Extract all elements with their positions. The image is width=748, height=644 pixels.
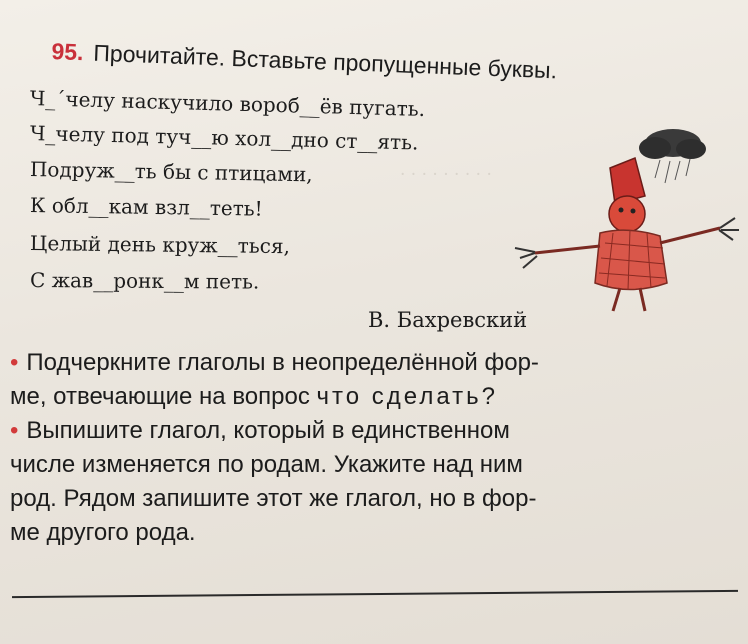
poem-line: Ч_челу под туч__ю хол__дно ст__ять. bbox=[29, 121, 419, 155]
poem-line: Ч_´челу наскучило вороб__ёв пугать. bbox=[29, 86, 426, 122]
question-phrase: что сделать? bbox=[316, 383, 498, 410]
poem-author: В. Бахревский bbox=[368, 308, 528, 332]
task-header bbox=[51, 38, 558, 84]
task-instruction: Прочитайте. Вставьте пропущенные буквы. bbox=[92, 39, 558, 84]
poem-line: К обл__кам взл__теть! bbox=[29, 193, 263, 221]
assignment-line-4: числе изменяется по родам. Укажите над ним bbox=[10, 451, 523, 478]
poem-line: Целый день круж__ться, bbox=[29, 231, 291, 259]
poem-line: С жав__ронк__м петь. bbox=[29, 268, 260, 294]
raincloud-icon bbox=[639, 129, 706, 183]
assignment-line-3: • Выпишите глагол, который в единственном bbox=[10, 417, 510, 444]
assignment-line-2: ме, отвечающие на вопрос что сделать? bbox=[10, 383, 498, 410]
bullet-icon: • bbox=[10, 417, 19, 444]
poem-line: Подруж__ть бы с птицами, bbox=[29, 157, 313, 187]
divider-line bbox=[12, 590, 738, 598]
scarecrow-illustration bbox=[495, 118, 745, 313]
task-number: 95. bbox=[51, 38, 84, 66]
assignment-line-6: ме другого рода. bbox=[10, 519, 196, 546]
bullet-icon: • bbox=[10, 349, 19, 376]
assignment-line-5: род. Рядом запишите этот же глагол, но в фор- bbox=[10, 485, 537, 512]
show-through-text: · · · · · · · · · bbox=[400, 165, 492, 185]
assignment-line-1: • Подчеркните глаголы в неопределённой фор- bbox=[10, 349, 539, 376]
